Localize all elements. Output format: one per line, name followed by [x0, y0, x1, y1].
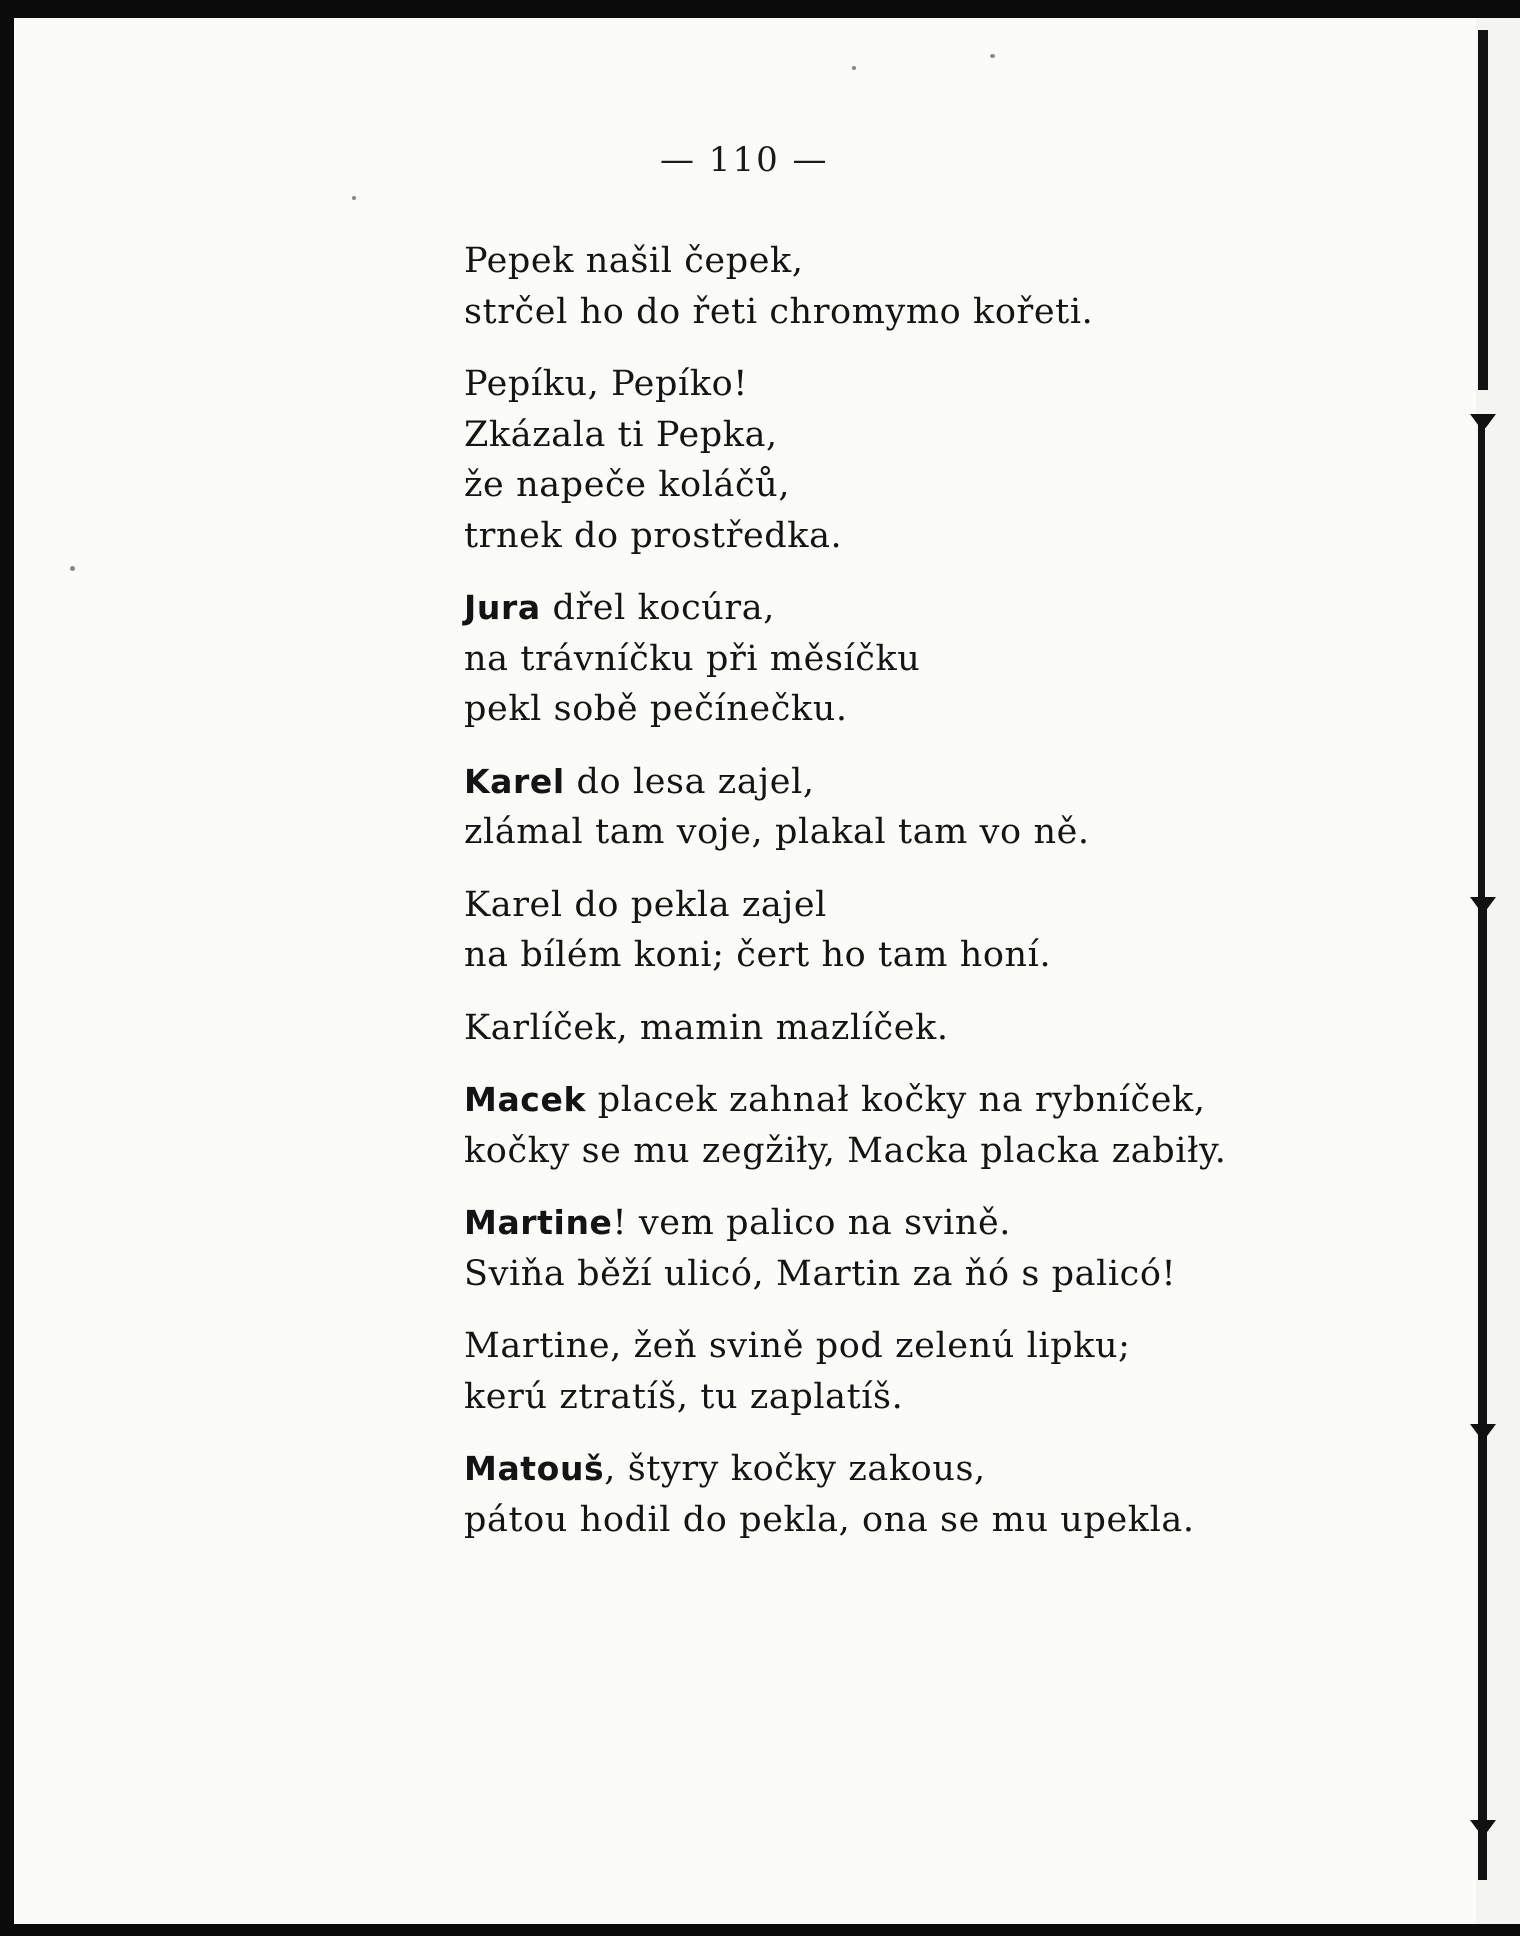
verse-line — [464, 1075, 1364, 1126]
name-heading: Karel — [464, 761, 565, 801]
spine-shadow — [1478, 420, 1485, 940]
verse-line — [464, 410, 1364, 461]
stanza — [464, 583, 1364, 735]
stanza — [464, 1198, 1364, 1299]
verse-text: na trávníčku při měsíčku — [464, 638, 921, 679]
verse-line — [464, 287, 1364, 338]
verse-line — [464, 1003, 1364, 1054]
name-heading: Jura — [464, 588, 541, 627]
verse-text: ! vem palico na svině. — [612, 1203, 1012, 1243]
stanza — [464, 1321, 1364, 1422]
verse-line — [464, 1126, 1364, 1177]
paper-speck — [352, 196, 356, 200]
name-heading: Matouš — [464, 1449, 605, 1488]
spine-shadow — [1478, 30, 1488, 390]
verse-text: strčel ho do řeti chromymo kořeti. — [464, 291, 1094, 332]
verse-line — [464, 1372, 1364, 1423]
verse-text: pekl sobě pečínečku. — [464, 689, 848, 729]
poem-text — [464, 236, 1364, 1567]
stanza — [464, 1075, 1364, 1176]
verse-line — [464, 236, 1364, 287]
verse-line — [464, 1249, 1364, 1300]
verse-line — [464, 511, 1364, 562]
verse-line — [464, 460, 1364, 511]
verse-line — [464, 880, 1364, 931]
verse-text: pátou hodil do pekla, ona se mu upekla. — [464, 1499, 1195, 1540]
verse-line — [464, 1321, 1364, 1372]
verse-text: dřel kocúra, — [540, 588, 775, 628]
stanza — [464, 757, 1364, 858]
verse-text: do lesa zajel, — [564, 761, 815, 802]
paper-speck — [852, 66, 856, 70]
verse-text: trnek do prostředka. — [464, 515, 843, 556]
paper-speck — [70, 566, 75, 571]
verse-text: že napeče koláčů, — [464, 465, 791, 505]
stanza — [464, 1444, 1364, 1545]
verse-text: placek zahnał kočky na rybníček, — [586, 1080, 1206, 1120]
verse-line — [464, 757, 1364, 808]
stanza — [464, 880, 1364, 981]
verse-text: Karlíček, mamin mazlíček. — [464, 1007, 949, 1048]
verse-line — [464, 359, 1364, 410]
verse-line — [464, 634, 1364, 685]
verse-text: na bílém koni; čert ho tam honí. — [464, 935, 1052, 975]
verse-line — [464, 1495, 1364, 1546]
verse-text: zlámal tam voje, plakal tam vo ně. — [464, 812, 1090, 852]
verse-text: Zkázala ti Pepka, — [464, 414, 778, 455]
verse-text: Martine, žeň svině pod zelenú lipku; — [464, 1326, 1131, 1366]
verse-text: Karel do pekla zajel — [464, 884, 827, 925]
verse-text: Pepíku, Pepíko! — [464, 364, 748, 404]
stanza — [464, 236, 1364, 337]
verse-line — [464, 1198, 1364, 1249]
verse-text: Sviňa běží ulicó, Martin za ňó s palicó! — [464, 1253, 1177, 1294]
verse-line — [464, 684, 1364, 735]
verse-text: , štyry kočky zakous, — [604, 1449, 986, 1489]
verse-text: kerú ztratíš, tu zaplatíš. — [464, 1376, 904, 1417]
name-heading: Macek — [464, 1080, 586, 1119]
verse-line — [464, 1444, 1364, 1495]
stanza — [464, 359, 1364, 561]
verse-text: Pepek našil čepek, — [464, 241, 804, 281]
name-heading: Martine — [464, 1203, 613, 1242]
verse-text: kočky se mu zegžiły, Macka placka zabiły. — [464, 1130, 1227, 1171]
verse-line — [464, 583, 1364, 634]
stanza — [464, 1003, 1364, 1054]
verse-line — [464, 807, 1364, 858]
page-number: — 110 — — [660, 140, 829, 180]
verse-line — [464, 930, 1364, 981]
paper-speck — [990, 54, 995, 58]
spine-shadow — [1478, 900, 1487, 1880]
